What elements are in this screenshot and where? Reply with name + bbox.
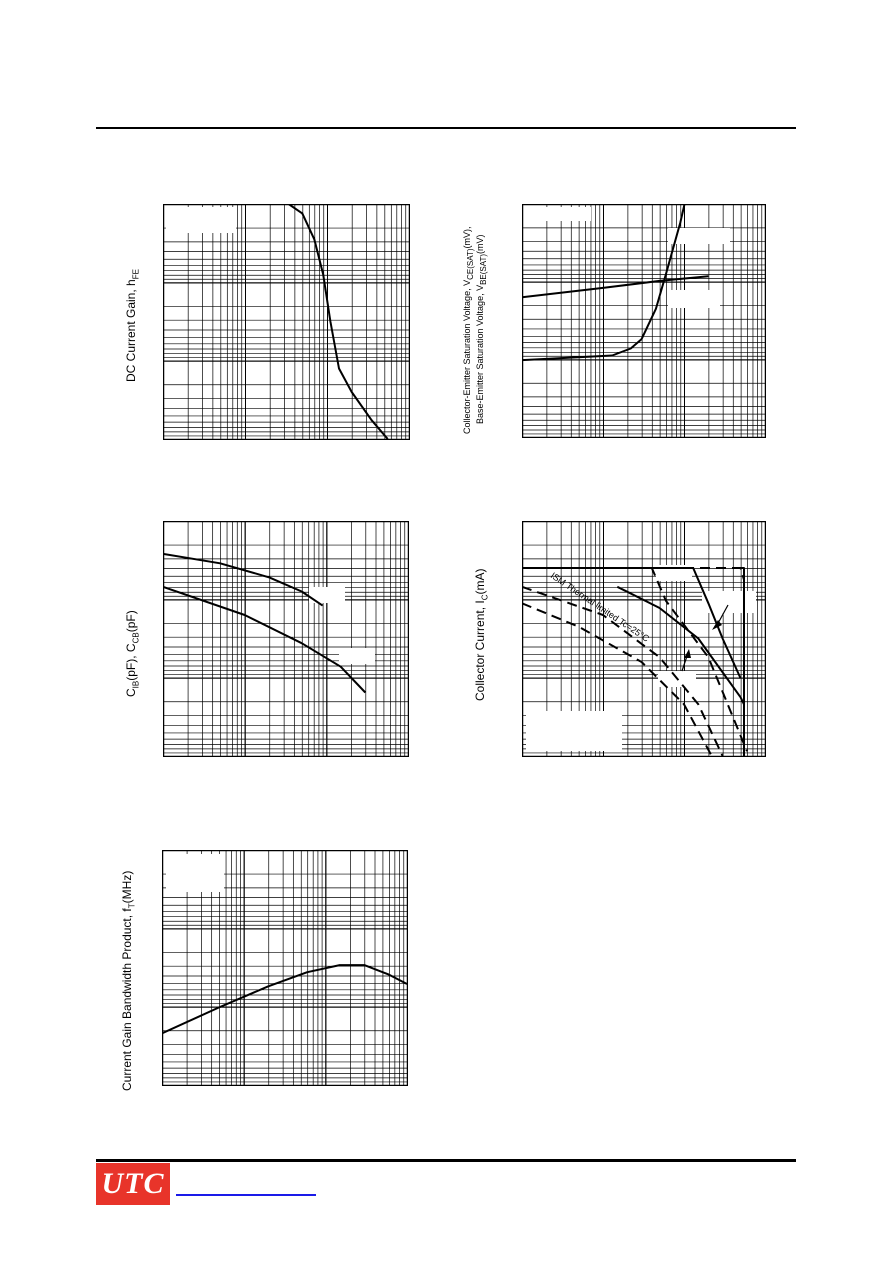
vbe-sat-axis-label: Base-Emitter Saturation Voltage, $V_{BE(SAT)}(mV)$ (475, 234, 488, 424)
legend-box (166, 207, 236, 233)
chart-capacitance (163, 521, 409, 757)
legend-box (526, 711, 622, 751)
chart-dc-current-gain (163, 204, 410, 440)
arrow-head (712, 620, 722, 630)
website-link[interactable] (176, 1194, 316, 1196)
chart-gain-bandwidth (162, 850, 408, 1086)
grid-lines (163, 204, 410, 440)
legend-box (525, 207, 591, 221)
chart-safe-operating-area (522, 521, 766, 757)
series-line-1 (163, 554, 323, 606)
series-line-1 (163, 204, 388, 439)
legend-box (668, 290, 720, 308)
plot-frame (164, 522, 409, 757)
ic-axis-label: Collector Current, $I_C(mA)$ (473, 568, 490, 701)
plot-frame (164, 205, 410, 440)
utc-logo: UTC (96, 1163, 170, 1205)
capacitance-axis-label: $C_{IB}(pF)$, $C_{CB}(pF)$ (124, 610, 141, 697)
chart-saturation-voltage (522, 204, 766, 438)
hfe-axis-label: DC Current Gain, $h_{FE}$ (124, 269, 141, 382)
grid-lines (163, 521, 409, 757)
series-line-1 (162, 965, 407, 1033)
soa-annotation: ISM Thermal limited Tc=25°C (548, 570, 652, 644)
vce-sat-axis-label: Collector-Emitter Saturation Voltage, $V_{CE(SAT)}(mV)$, (462, 226, 475, 434)
legend-box (166, 854, 224, 892)
header-rule (96, 127, 796, 129)
ft-axis-label: Current Gain Bandwidth Product, $f_T(MHz)$ (120, 870, 137, 1091)
arrow-head (684, 649, 691, 658)
footer-rule (96, 1159, 796, 1162)
legend-box (339, 648, 375, 664)
